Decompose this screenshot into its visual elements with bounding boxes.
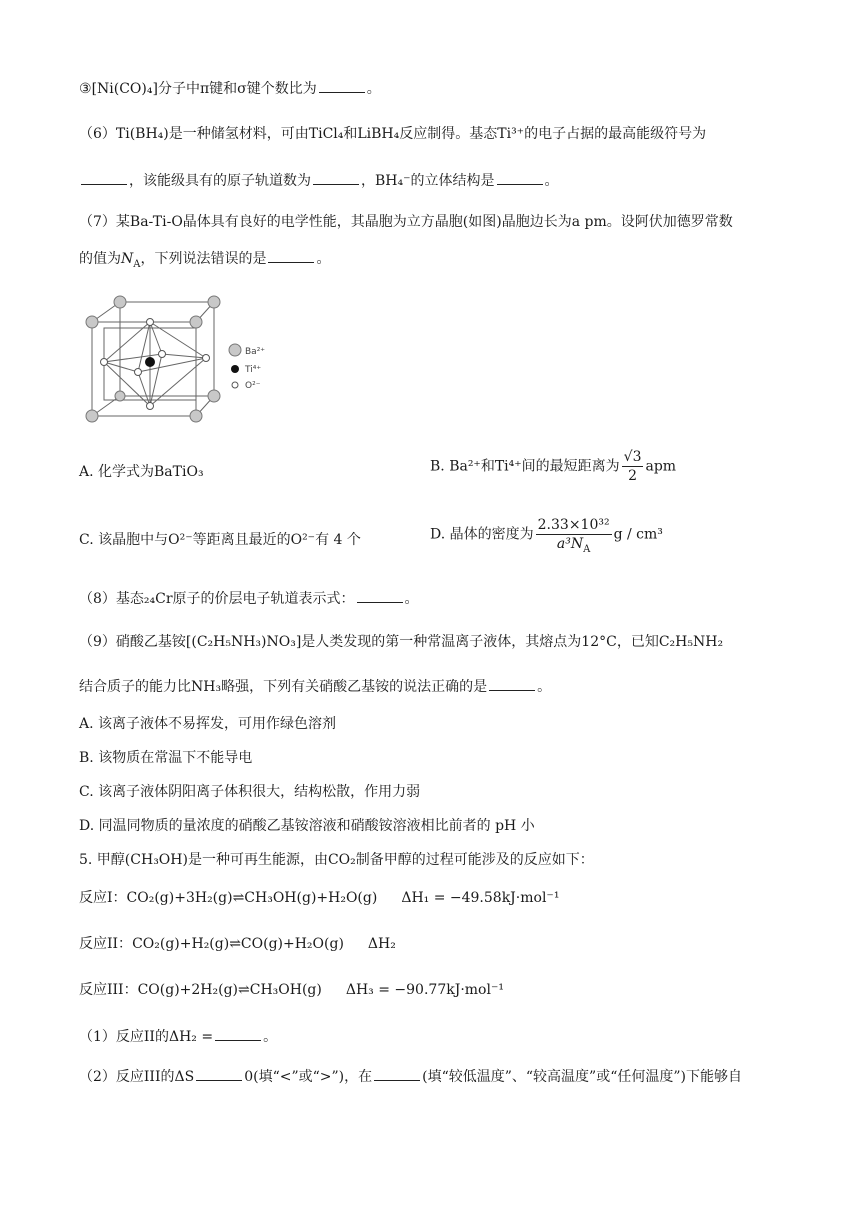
q7-option-c: C. 该晶胞中与O²⁻等距离且最近的O²⁻有 4 个	[79, 532, 361, 548]
q7-option-a: A. 化学式为BaTiO₃	[79, 464, 204, 480]
q3-line	[79, 78, 381, 99]
answer-blank[interactable]	[319, 78, 365, 93]
reaction-3	[79, 980, 504, 1000]
answer-blank[interactable]	[268, 248, 314, 263]
q7-option-b	[430, 448, 676, 485]
reaction-1-label: 反应I：	[79, 890, 127, 906]
q7-text-a: 的值为	[79, 251, 121, 267]
option-b-unit: apm	[645, 458, 677, 475]
q3-end: 。	[366, 81, 381, 97]
legend-o-label: O²⁻	[245, 381, 261, 391]
part2-mid: 0(填“<”或“>”)，在	[244, 1069, 373, 1085]
q8-end: 。	[404, 591, 419, 607]
reaction-2-label: 反应II：	[79, 936, 133, 952]
reaction-2	[79, 934, 396, 954]
answer-blank[interactable]	[196, 1066, 242, 1081]
avogadro-symbol: N	[121, 251, 134, 267]
answer-blank[interactable]	[497, 170, 543, 185]
ti-ion	[145, 357, 155, 367]
answer-blank[interactable]	[313, 170, 359, 185]
q3-formula: [Ni(CO)₄]	[91, 81, 158, 97]
legend-o-marker	[232, 382, 238, 388]
q7-option-d	[430, 516, 663, 553]
fraction-den: 2	[628, 468, 638, 484]
q3-prefix: ③	[79, 81, 92, 97]
q9-option-d: D. 同温同物质的量浓度的硝酸乙基铵溶液和硝酸铵溶液相比前者的 pH 小	[79, 818, 535, 834]
q9-option-b: B. 该物质在常温下不能导电	[79, 750, 253, 766]
q9-text: 结合质子的能力比NH₃略强，下列有关硝酸乙基铵的说法正确的是	[79, 679, 488, 695]
q7-text-b: ，下列说法错误的是	[140, 251, 267, 267]
legend-ba-marker	[229, 344, 241, 356]
q6-text-c: 。	[544, 173, 559, 189]
answer-blank[interactable]	[374, 1066, 420, 1081]
answer-blank[interactable]	[357, 588, 403, 603]
answer-blank[interactable]	[489, 676, 535, 691]
q7-text-c: 。	[316, 251, 331, 267]
reaction-2-equation: CO₂(g)+H₂(g)⇌CO(g)+H₂O(g)	[132, 936, 344, 952]
part1-end: 。	[263, 1029, 278, 1045]
fraction	[622, 448, 644, 485]
crystal-cell-figure	[84, 292, 294, 427]
den-sub: A	[583, 543, 591, 555]
q7-line1: （7）某Ba-Ti-O晶体具有良好的电学性能，其晶胞为立方晶胞(如图)晶胞边长为a pm。设阿伏加德罗常数	[79, 214, 733, 230]
q6-line2	[79, 170, 559, 191]
q6-line1: （6）Ti(BH₄)是一种储氢材料，可由TiCl₄和LiBH₄反应制得。基态Ti³⁺的电子占据的最高能级符号为	[79, 126, 707, 142]
option-d-unit: g / cm³	[613, 526, 663, 543]
avogadro-sub: A	[133, 258, 141, 270]
fraction	[536, 516, 612, 553]
fraction-den	[536, 535, 612, 553]
legend-ti-marker	[231, 365, 239, 373]
part2-post: (填“较低温度”、“较高温度”或“任何温度”)下能够自	[422, 1069, 742, 1085]
q9-end: 。	[537, 679, 552, 695]
q3-text: 分子中π键和σ键个数比为	[157, 81, 317, 97]
reaction-3-label: 反应III：	[79, 982, 138, 998]
option-b-text: B. Ba²⁺和Ti⁴⁺间的最短距离为	[430, 458, 620, 475]
part1-text: （1）反应II的ΔH₂ =	[79, 1029, 214, 1045]
legend-ba-label: Ba²⁺	[245, 347, 266, 357]
answer-blank[interactable]	[215, 1026, 261, 1041]
q6-text-a: ，该能级具有的原子轨道数为	[129, 173, 311, 189]
reaction-3-equation: CO(g)+2H₂(g)⇌CH₃OH(g)	[137, 982, 322, 998]
q9-option-c: C. 该离子液体阴阳离子体积很大，结构松散，作用力弱	[79, 784, 421, 800]
den-text: a³N	[556, 536, 584, 552]
reaction-1	[79, 888, 559, 908]
option-d-text: D. 晶体的密度为	[430, 526, 534, 543]
reaction-1-equation: CO₂(g)+3H₂(g)⇌CH₃OH(g)+H₂O(g)	[126, 890, 378, 906]
reaction-3-enthalpy: ΔH₃ = −90.77kJ·mol⁻¹	[345, 982, 504, 998]
q8-text: （8）基态₂₄Cr原子的价层电子轨道表示式：	[79, 591, 355, 607]
q9-line1: （9）硝酸乙基铵[(C₂H₅NH₃)NO₃]是人类发现的第一种常温离子液体，其熔点为12°C，已知C₂H₅NH₂	[79, 634, 724, 650]
q7-line2	[79, 248, 330, 269]
q5-part1	[79, 1026, 277, 1047]
q5-part2	[79, 1066, 742, 1087]
q9-option-a: A. 该离子液体不易挥发，可用作绿色溶剂	[79, 716, 337, 732]
part2-text: （2）反应III的ΔS	[79, 1069, 195, 1085]
q9-line2	[79, 676, 551, 697]
reaction-2-enthalpy: ΔH₂	[367, 936, 396, 952]
q8-line	[79, 588, 419, 609]
fraction-num: 2.33×10³²	[537, 517, 610, 533]
fraction-num: √3	[623, 449, 642, 465]
q5-intro: 5. 甲醇(CH₃OH)是一种可再生能源，由CO₂制备甲醇的过程可能涉及的反应如下：	[79, 852, 594, 868]
legend-ti-label: Ti⁴⁺	[245, 365, 262, 375]
answer-blank[interactable]	[81, 170, 127, 185]
q6-text-b: ，BH₄⁻的立体结构是	[361, 173, 495, 189]
reaction-1-enthalpy: ΔH₁ = −49.58kJ·mol⁻¹	[401, 890, 560, 906]
